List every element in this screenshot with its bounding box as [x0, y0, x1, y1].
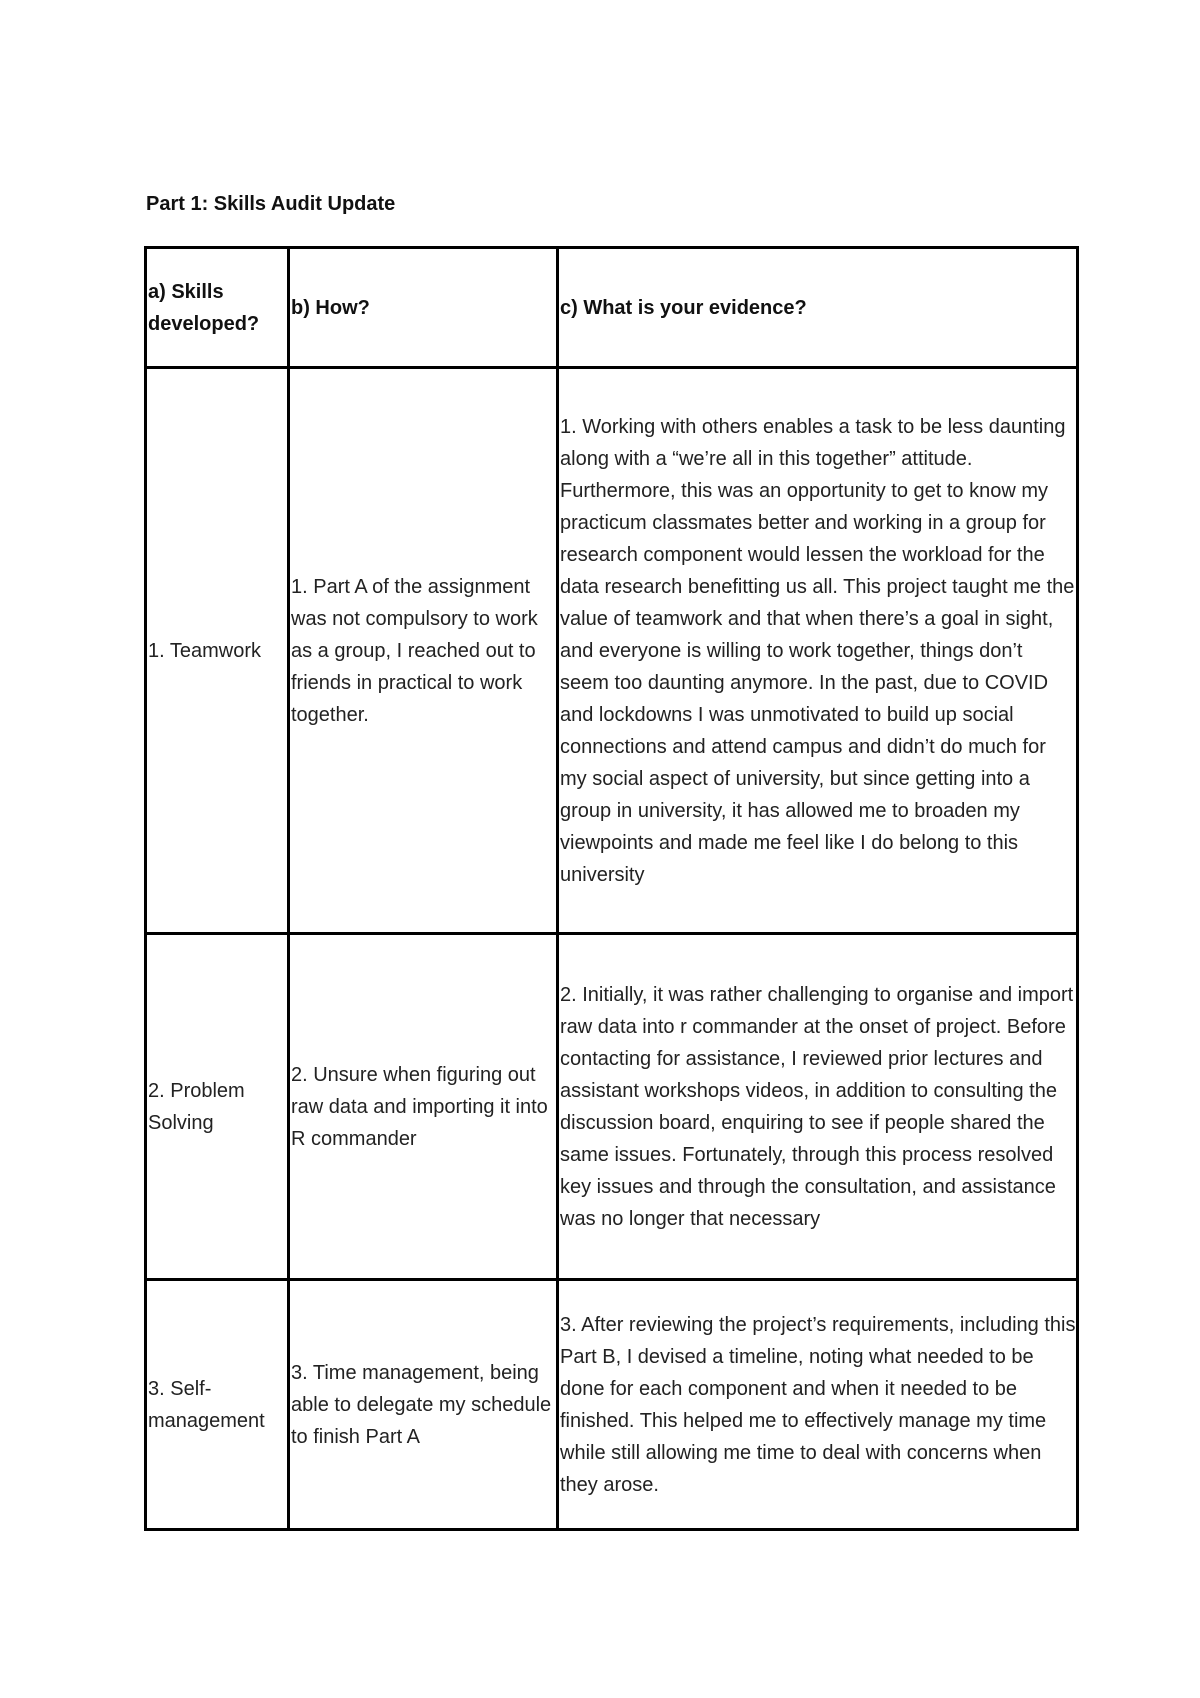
skill-cell: 1. Teamwork: [146, 368, 289, 934]
header-skills-developed: a) Skills developed?: [146, 248, 289, 368]
header-how: b) How?: [289, 248, 558, 368]
header-evidence: c) What is your evidence?: [558, 248, 1078, 368]
table-row: [146, 1280, 1078, 1530]
evidence-cell: 2. Initially, it was rather challenging to organise and import raw data into r commander at the onset of project. Before contacting for assistance, I reviewed prior lectures and assistant workshops videos, in addition to consulting the discussion board, enquiring to see if people shared the same issues. Fortunately, through this process resolved key issues and through the consultation, and assistance was no longer that necessary: [558, 934, 1078, 1280]
how-cell: 3. Time management, being able to delegate my schedule to finish Part A: [289, 1280, 558, 1530]
table-header-row: [146, 248, 1078, 368]
table-row: [146, 934, 1078, 1280]
how-cell: 2. Unsure when figuring out raw data and importing it into R commander: [289, 934, 558, 1280]
evidence-cell: 1. Working with others enables a task to be less daunting along with a “we’re all in this together” attitude. Furthermore, this was an opportunity to get to know my practicum classmates better and working in a group for research component would lessen the workload for the data research benefitting us all. This project taught me the value of teamwork and that when there’s a goal in sight, and everyone is willing to work together, things don’t seem too daunting anymore. In the past, due to COVID and lockdowns I was unmotivated to build up social connections and attend campus and didn’t do much for my social aspect of university, but since getting into a group in university, it has allowed me to broaden my viewpoints and made me feel like I do belong to this university: [558, 368, 1078, 934]
skill-cell: 2. Problem Solving: [146, 934, 289, 1280]
page-title: Part 1: Skills Audit Update: [146, 193, 396, 215]
skill-cell: 3. Self-management: [146, 1280, 289, 1530]
how-cell: 1. Part A of the assignment was not compulsory to work as a group, I reached out to friends in practical to work together.: [289, 368, 558, 934]
table-row: [146, 368, 1078, 934]
evidence-cell: 3. After reviewing the project’s requirements, including this Part B, I devised a timeline, noting what needed to be done for each component and when it needed to be finished. This helped me to effectively manage my time while still allowing me time to deal with concerns when they arose.: [558, 1280, 1078, 1530]
skills-audit-table: [144, 246, 1079, 1531]
